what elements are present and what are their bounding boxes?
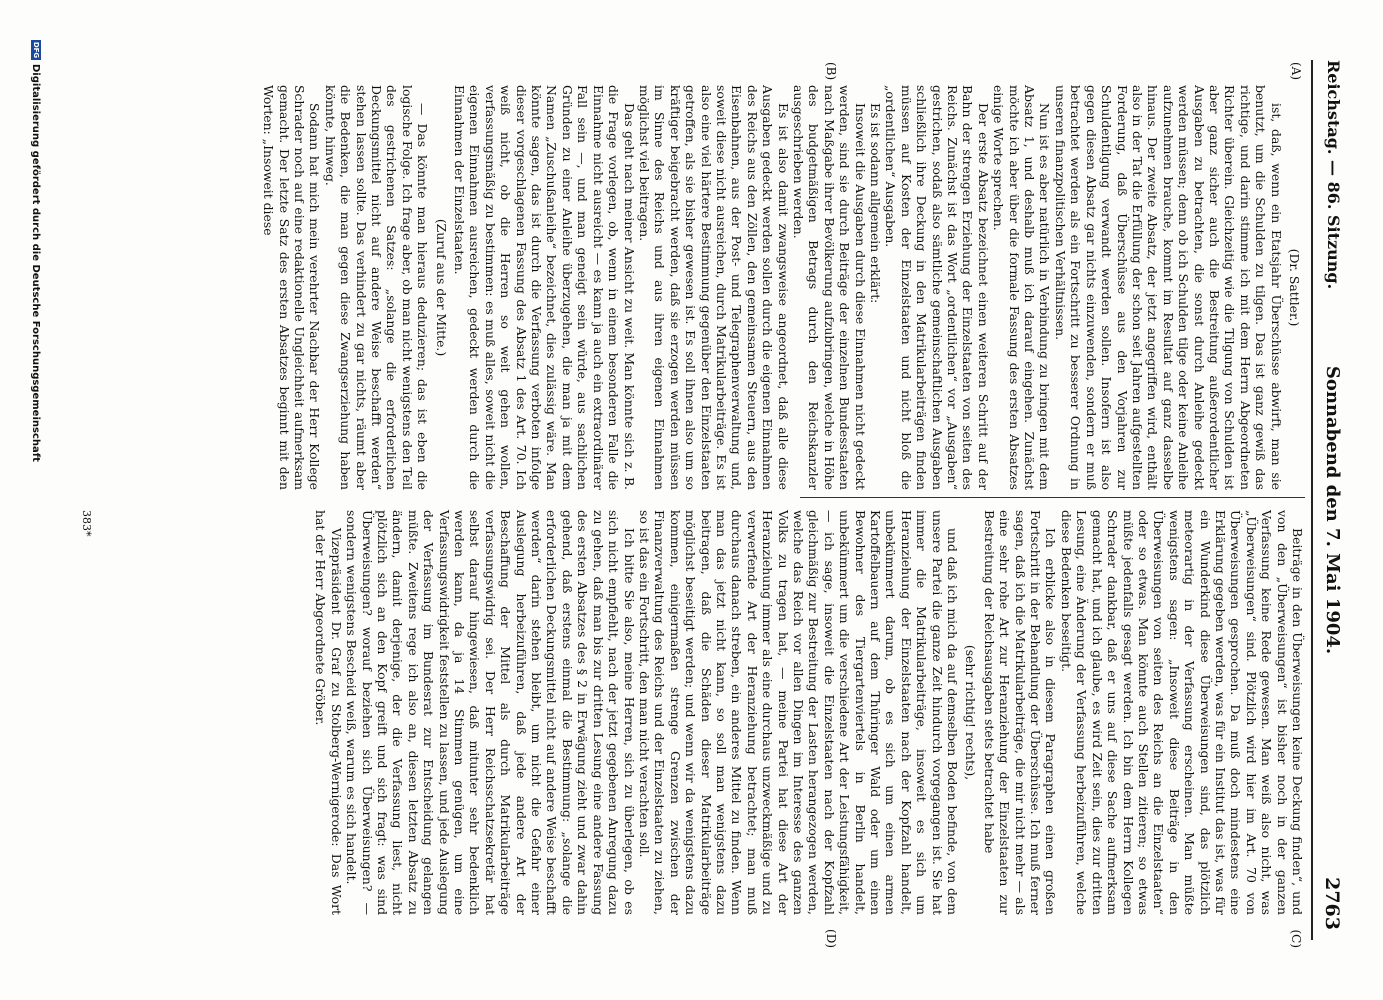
interjection: (Zuruf aus der Mitte.) — [433, 218, 449, 357]
margin-letter-b: (B) — [824, 62, 838, 81]
column-divider — [800, 497, 1305, 498]
paragraph: Der erste Absatz bezeichnet einen weiteren Schritt auf der Bahn der strengen Erziehung der Einzelstaaten von seiten des Reichs. Zunächst ist das Wort „ordentlichen“ vor „Ausgaben“ gestrichen, sodaß also sämtliche gemeinschaftlichen Ausgaben schließlich ihre Deckung in den Matrikularbeiträgen finden müssen auf Kosten der Einzelstaaten und nicht bloß die „ordentlichen“ Ausgaben. — [883, 85, 991, 490]
paragraph: Sodann hat mich mein verehrter Nachbar der Herr Kollege Schrader noch auf eine redaktionelle Ungleichheit aufmerksam gemacht. Der letzte Satz des ersten Absatzes beginnt mit den Worten: „Insoweit diese — [261, 85, 323, 490]
paragraph: und daß ich mich da auf demselben Boden befinde, von dem unsere Partei die ganze Zeit hindurch vorgegangen ist. Sie hat immer die Matrikularbeiträge, insoweit es sich um Heranziehung der Einzelstaaten nach der Kopfzahl handelt, unbekümmert darum, ob es sich um einen armen Kartoffelbauern auf dem Thüringer Wald oder um einen Bewohner des Tiergartenviertels in Berlin handelt, unbekümmert um die verschiedene Art der Leistungsfähigkeit, — ich sage, insoweit die Einzelstaaten nach der Kopfzahl gleichmäßig zur Bestreitung der Lasten herangezogen werden, welche das Reich vor allen Dingen im Interesse des ganzen Volks zu tragen hat, — meine Partei hat diese Art der Heranziehung immer als eine durchaus unzweckmäßige und zu verwerfende Art der Heranziehung betrachtet; man muß durchaus danach streben, ein anderes Mittel zu finden. Wenn man das jetzt nicht kann, so soll man wenigstens dazu beitragen, daß die Schäden dieser Matrikularbeiträge möglichst beseitigt werden; und wenn wir da wenigstens dazu kommen, einigermaßen strenge Grenzen zwischen der Finanzverwaltung des Reichs und der Einzelstaaten zu ziehen, so ist das ein Fortschritt, den man nicht verachten soll. — [636, 510, 961, 915]
left-column — [261, 85, 1305, 490]
paragraph: Es ist sodann allgemein erklärt: — [868, 103, 884, 304]
page-header-left: Reichstag. — 86. Sitzung. — [1324, 60, 1343, 290]
paragraph: Beiträge in den Überweisungen keine Deckung finden“, und von den „Überweisungen“ ist bisher noch in der ganzen Verfassung keine Rede gewesen. Man weiß also nicht, was „Überweisungen“ sind. Plötzlich wird hier im Art. 70 von Überweisungen gesprochen. Da muß doch mindestens eine Erklärung gegeben werden, was für ein Institut das ist, was für ein Wunderkind diese Überweisungen sind, das plötzlich meteorartig in der Verfassung erscheinen. Man müßte wenigstens sagen: „Insoweit diese Beiträge in den Überweisungen von seiten des Reichs an die Einzelstaaten“ oder so etwas. Man könnte auch Stellen zitieren; so etwas müßte jedenfalls gesagt werden. Ich bin dem Herrn Kollegen Schrader dankbar, daß er uns auf diese Sache aufmerksam gemacht hat, und ich glaube, es wird Zeit sein, dies zur dritten Lesung, eine Änderung der Verfassung herbeizuführen, welche diese Bedenken beseitigt. — [1058, 510, 1305, 915]
quoted-paragraph: Insoweit die Ausgaben durch diese Einnahmen nicht gedeckt werden, sind sie durch Beiträge der einzelnen Bundesstaaten nach Maßgabe ihrer Bevölkerung aufzubringen, welche in Höhe des budgetmäßigen Betrags durch den Reichskanzler ausgeschrieben werden. — [791, 85, 868, 490]
paragraph: Ich erblicke also in diesem Paragraphen einen großen Fortschritt in der Behandlung der Überschüsse. Ich muß ferner sagen, daß ich die Matrikularbeiträge, die mir nicht mehr — als eine sehr rohe Art zur Heranziehung der Einzelstaaten zur Bestreitung der Reichsausgaben stets betrachtet habe — [981, 510, 1059, 915]
right-column — [313, 510, 1305, 915]
paragraph: — Das könnte man hieraus deduzieren; das ist eben die logische Folge. Ich frage aber, ob man nicht wenigstens den Teil des gestrichenen Satzes: „solange die erforderlichen Deckungsmittel nicht auf andere Weise beschafft werden“ stehen lassen sollte. Das verhindert zu gar nichts, räumt aber die Bedenken, die man gegen diese Zwangserziehung haben könnte, hinweg. — [322, 85, 431, 490]
sheet-signature: 383* — [80, 510, 93, 537]
margin-letter-a: (A) — [1289, 62, 1303, 81]
paragraph: Ich bitte Sie also, meine Herren, sich zu überlegen, ob es sich nicht empfiehlt, nach der jetzt gegebenen Anregung dazu zu gehen, daß man bis zur dritten Lesung eine andere Fassung des ersten Absatzes des § 2 in Erwägung zieht und zwar dahin gehend, daß erstens einmal die Bestimmung: „solange die erforderlichen Deckungsmittel nicht auf andere Weise beschafft werden“ darin stehen bleibt, um nicht die Gefahr einer Auslegung herbeizuführen, daß jede andere Art der Beschaffung der Mittel als durch Matrikularbeiträge verfassungswidrig sei. Der Herr Reichsschatzsekretär hat selbst darauf hingewiesen, daß mitunter sehr bedenklich werden kann, da ja 14 Stimmen genügen, um eine Verfassungswidrigkeit feststellen zu lassen, und jede Auslegung der Verfassung im Bundesrat zur Entscheidung gelangen müßte. Zweitens rege ich also an, diesen letzten Absatz zu ändern, damit derjenige, der die Verfassung liest, nicht plötzlich sich an den Kopf greift und sich fragt: was sind Überweisungen? worauf beziehen sich Überweisungen? — sondern wenigstens Bescheid weiß, warum es sich handelt. — [344, 510, 637, 915]
paragraph: Nun ist es aber natürlich in Verbindung zu bringen mit dem Absatz 1, und deshalb muß ich darauf eingehen. Zunächst möchte ich aber über die formale Fassung des ersten Absatzes einige Worte sprechen. — [991, 85, 1053, 490]
footer-text: Digitalisierung gefördert durch die Deutsche Forschungsgemeinschaft — [30, 64, 41, 462]
digitization-credit — [30, 40, 41, 462]
margin-letter-c: (C) — [1289, 929, 1303, 948]
margin-letter-d: (D) — [824, 929, 838, 948]
paragraph: Es ist also damit zwangsweise angeordnet, daß alle diese Ausgaben gedeckt werden sollen durch die eigenen Einnahmen des Reichs aus den Zöllen, den gemeinsamen Steuern, aus den Eisenbahnen, aus der Post- und Telegraphenverwaltung und, soweit diese nicht ausreichen, durch Matrikularbeiträge. Es ist also eine viel härtere Bestimmung gegenüber den Einzelstaaten getroffen, als sie bisher gewesen ist. Es soll ihnen also um so kräftiger beigebracht werden, daß sie erzogen werden müssen im Sinne des Reichs und aus ihren eigenen Einnahmen möglichst viel beitragen. — [636, 85, 791, 490]
speaker-name: (Dr. Sattler.) — [1287, 248, 1302, 327]
paragraph: Das geht nach meiner Ansicht zu weit. Man könnte sich z. B. die Frage vorlegen, ob, wenn in einem besonderen Falle die Einnahme nicht ausreicht — es kann ja auch ein extraordinärer Fall sein —, und man geneigt sein würde, aus sachlichen Gründen zu einer Anleihe überzugehen, die man ja mit dem Namen „Zuschußanleihe“ bezeichnet, dies zulässig wäre. Man könnte sagen, das ist durch die Verfassung verboten infolge dieser vorgeschlagenen Fassung des Absatz 1 des Art. 70. Ich weiß nicht, ob die Herren so weit gehen wollen, verfassungsmäßig zu bestimmen: es muß alles, soweit nicht die eigenen Einnahmen ausreichen, gedeckt werden durch die Einnahmen der Einzelstaaten. — [452, 85, 637, 490]
paragraph: ist, daß, wenn ein Etatsjahr Überschüsse abwirft, man sie benutzt, um die Schulden zu tilgen. Das ist ganz gewiß das richtige, und darin stimme ich mit dem Herrn Abgeordneten Richter überein. Gleichzeitig wie die Tilgung von Schulden ist aber ganz sicher auch die Bestreitung außerordentlicher Ausgaben zu betrachten, die sonst durch Anleihe gedeckt werden müssen; denn ob ich Schulden tilge oder keine Anleihe aufzunehmen brauche, kommt im Resultat auf ganz dasselbe hinaus. Der zweite Absatz, der jetzt angegriffen wird, enthält also in der Tat die Erfüllung der schon seit Jahren aufgestellten Forderung, daß Überschüsse aus den Vorjahren zur Schuldentilgung verwandt werden sollen. Insofern ist also gegen diesen Absatz gar nichts einzuwenden, sondern er muß betrachtet werden als ein Fortschritt zu besserer Ordnung in unseren finanzpolitischen Verhältnissen. — [1052, 85, 1284, 490]
page-header-date: Sonnabend den 7. Mai 1904. — [1322, 365, 1343, 655]
page-number: 2763 — [1321, 877, 1343, 930]
speaker-line: Vizepräsident Dr. Graf zu Stolberg-Wernigerode: Das Wort hat der Herr Abgeordnete Gröber. — [313, 510, 344, 915]
dfg-logo-icon: DFG — [32, 41, 40, 59]
header-rule — [1311, 60, 1313, 940]
interjection: (sehr richtig! rechts), — [963, 644, 979, 781]
